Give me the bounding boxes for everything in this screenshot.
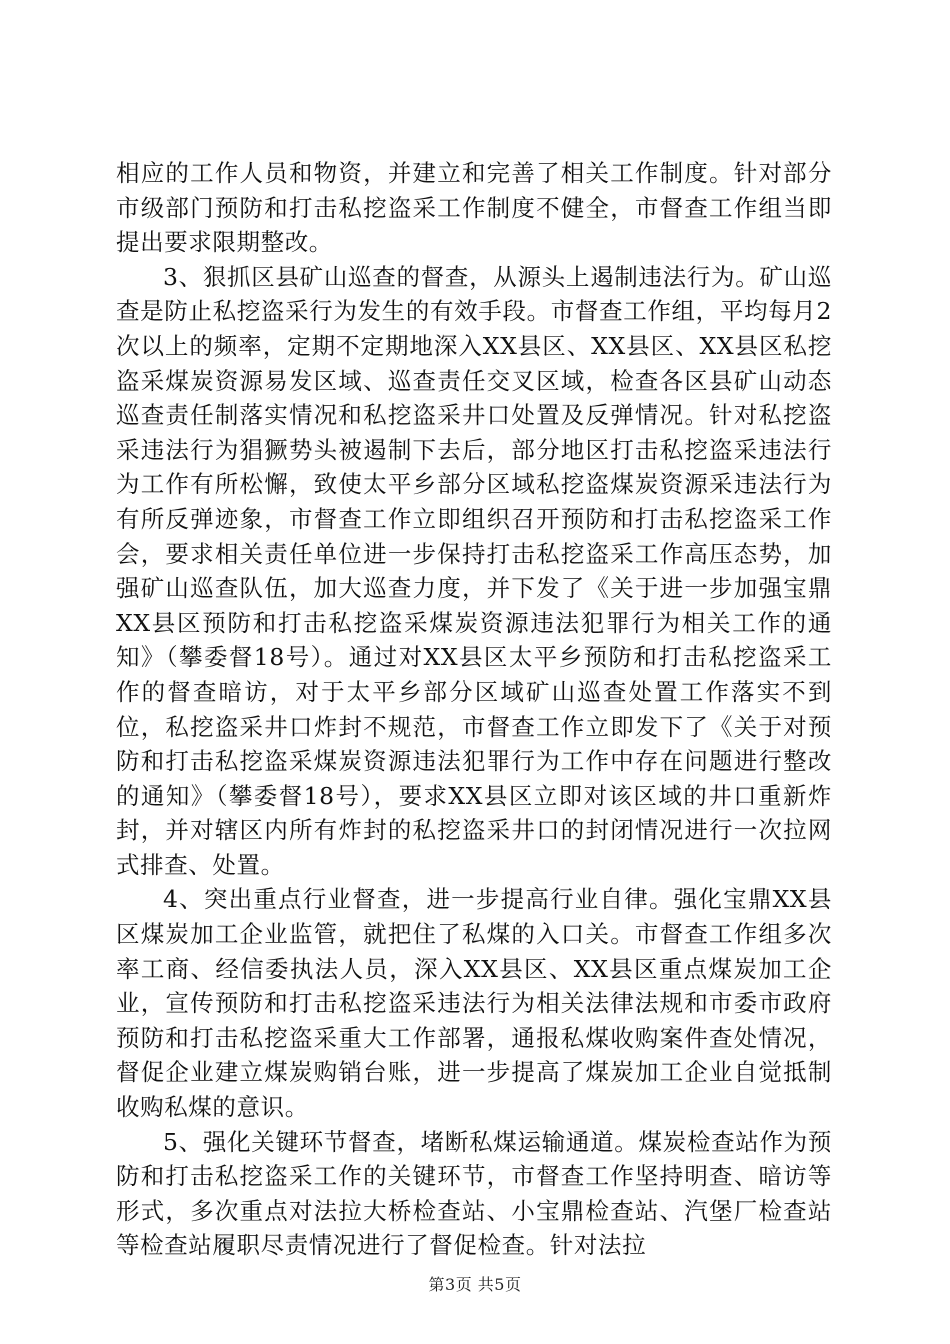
paragraph-continuation: 相应的工作人员和物资，并建立和完善了相关工作制度。针对部分市级部门预防和打击私挖盗采工作制度不健全，市督查工作组当即提出要求限期整改。	[116, 159, 832, 257]
paragraph-item-5: 5、强化关键环节督查，堵断私煤运输通道。煤炭检查站作为预防和打击私挖盗采工作的关键环节，市督查工作坚持明查、暗访等形式，多次重点对法拉大桥检查站、小宝鼎检查站、汽堡厂检查站等检查站履职尽责情况进行了督促检查。针对法拉	[116, 1127, 832, 1260]
document-body	[116, 156, 832, 1263]
page-number-footer: 第3页 共5页	[428, 1275, 522, 1294]
paragraph-item-4: 4、突出重点行业督查，进一步提高行业自律。强化宝鼎XX县区煤炭加工企业监管，就把住了私煤的入口关。市督查工作组多次率工商、经信委执法人员，深入XX县区、XX县区重点煤炭加工企业，宣传预防和打击私挖盗采违法行为相关法律法规和市委市政府预防和打击私挖盗采重大工作部署，通报私煤收购案件查处情况，督促企业建立煤炭购销台账，进一步提高了煤炭加工企业自觉抵制收购私煤的意识。	[116, 885, 832, 1122]
paragraph-item-3: 3、狠抓区县矿山巡查的督查，从源头上遏制违法行为。矿山巡查是防止私挖盗采行为发生的有效手段。市督查工作组，平均每月2次以上的频率，定期不定期地深入XX县区、XX县区、XX县区私挖盗采煤炭资源易发区域、巡查责任交叉区域，检查各区县矿山动态巡查责任制落实情况和私挖盗采井口处置及反弹情况。针对私挖盗采违法行为猖獗势头被遏制下去后，部分地区打击私挖盗采违法行为工作有所松懈，致使太平乡部分区域私挖盗煤炭资源采违法行为有所反弹迹象，市督查工作立即组织召开预防和打击私挖盗采工作会，要求相关责任单位进一步保持打击私挖盗采工作高压态势，加强矿山巡查队伍，加大巡查力度，并下发了《关于进一步加强宝鼎XX县区预防和打击私挖盗采煤炭资源违法犯罪行为相关工作的通知》（攀委督18号）。通过对XX县区太平乡预防和打击私挖盗采工作的督查暗访，对于太平乡部分区域矿山巡查处置工作落实不到位，私挖盗采井口炸封不规范，市督查工作立即发下了《关于对预防和打击私挖盗采煤炭资源违法犯罪行为工作中存在问题进行整改的通知》（攀委督18号），要求XX县区立即对该区域的井口重新炸封，并对辖区内所有炸封的私挖盗采井口的封闭情况进行一次拉网式排查、处置。	[116, 262, 832, 879]
